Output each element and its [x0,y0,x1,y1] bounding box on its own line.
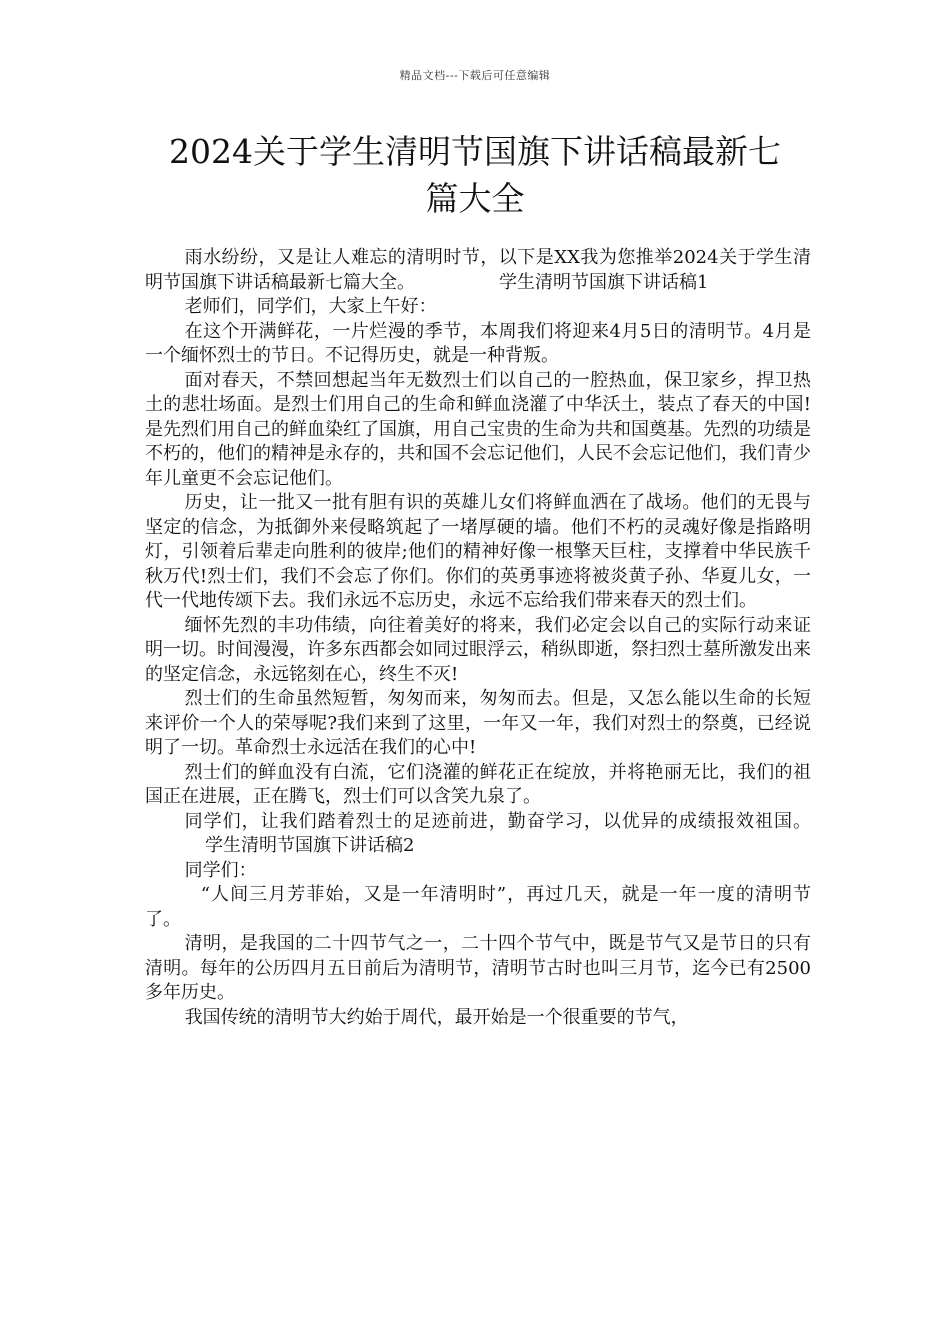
paragraph: 我国传统的清明节大约始于周代，最开始是一个很重要的节气， [184,1006,689,1028]
title-line-2: 篇大全 [425,179,525,218]
paragraph: 在这个开满鲜花，一片烂漫的季节，本周我们将迎来4月5日的清明节。4月是一个缅怀烈士的节日。不记得历史，就是一种背叛。 [145,320,811,366]
paragraph: 清明，是我国的二十四节气之一，二十四个节气中，既是节气又是节日的只有清明。每年的公历四月五日前后为清明节，清明节古时也叫三月节，迄今已有2500多年历史。 [145,933,811,1003]
paragraph-with-heading [145,810,811,859]
title-line-1: 2024关于学生清明节国旗下讲话稿最新七 [169,132,781,171]
closing-text: 同学们，让我们踏着烈士的足迹前进，勤奋学习，以优异的成绩报效祖国。 [184,810,811,832]
paragraph: 烈士们的生命虽然短暂，匆匆而来，匆匆而去。但是，又怎么能以生命的长短来评价一个人的荣辱呢?我们来到了这里，一年又一年，我们对烈士的祭奠，已经说明了一切。革命烈士永远活在我们的心中! [145,688,811,758]
intro-text: 雨水纷纷，又是让人难忘的清明时节，以下是XX我为您推举2024关于学生清明节国旗下讲话稿最新七篇大全。 [145,247,811,293]
paragraph: 缅怀先烈的丰功伟绩，向往着美好的将来，我们必定会以自己的实际行动来证明一切。时间漫漫，许多东西都会如同过眼浮云，稍纵即逝，祭扫烈士墓所激发出来的坚定信念，永远铭刻在心，终生不灭! [145,614,811,685]
paragraph: 面对春天，不禁回想起当年无数烈士们以自己的一腔热血，保卫家乡，捍卫热土的悲壮场面。是烈士们用自己的生命和鲜血浇灌了中华沃土，装点了春天的中国!是先烈们用自己的鲜血染红了国旗，用自己宝贵的生命为共和国奠基。先烈的功绩是不朽的，他们的精神是永存的，共和国不会忘记他们，人民不会忘记他们，我们青少年儿童更不会忘记他们。 [145,369,811,489]
section-heading-2: 学生清明节国旗下讲话稿2 [205,835,415,856]
paragraph: 同学们： [184,859,257,881]
header-note: 精品文档---下载后可任意编辑 [399,69,551,82]
paragraph: 历史，让一批又一批有胆有识的英雄儿女们将鲜血洒在了战场。他们的无畏与坚定的信念，为抵御外来侵略筑起了一堵厚硬的墙。他们不朽的灵魂好像是指路明灯，引领着后辈走向胜利的彼岸;他们的精神好像一根擎天巨柱，支撑着中华民族千秋万代!烈士们，我们不会忘了你们。你们的英勇事迹将被炎黄子孙、华夏儿女，一代一代地传颂下去。我们永远不忘历史，永远不忘给我们带来春天的烈士们。 [145,492,811,611]
paragraph: 烈士们的鲜血没有白流，它们浇灌的鲜花正在绽放，并将艳丽无比，我们的祖国正在进展，正在腾飞，烈士们可以含笑九泉了。 [145,761,811,807]
paragraph: 老师们，同学们，大家上午好： [184,296,437,317]
document-body [145,246,811,1030]
document-title [140,128,810,222]
section-heading-1: 学生清明节国旗下讲话稿1 [499,271,709,293]
intro-paragraph [145,246,811,295]
paragraph: “人间三月芳菲始，又是一年清明时”，再过几天，就是一年一度的清明节了。 [145,884,811,930]
